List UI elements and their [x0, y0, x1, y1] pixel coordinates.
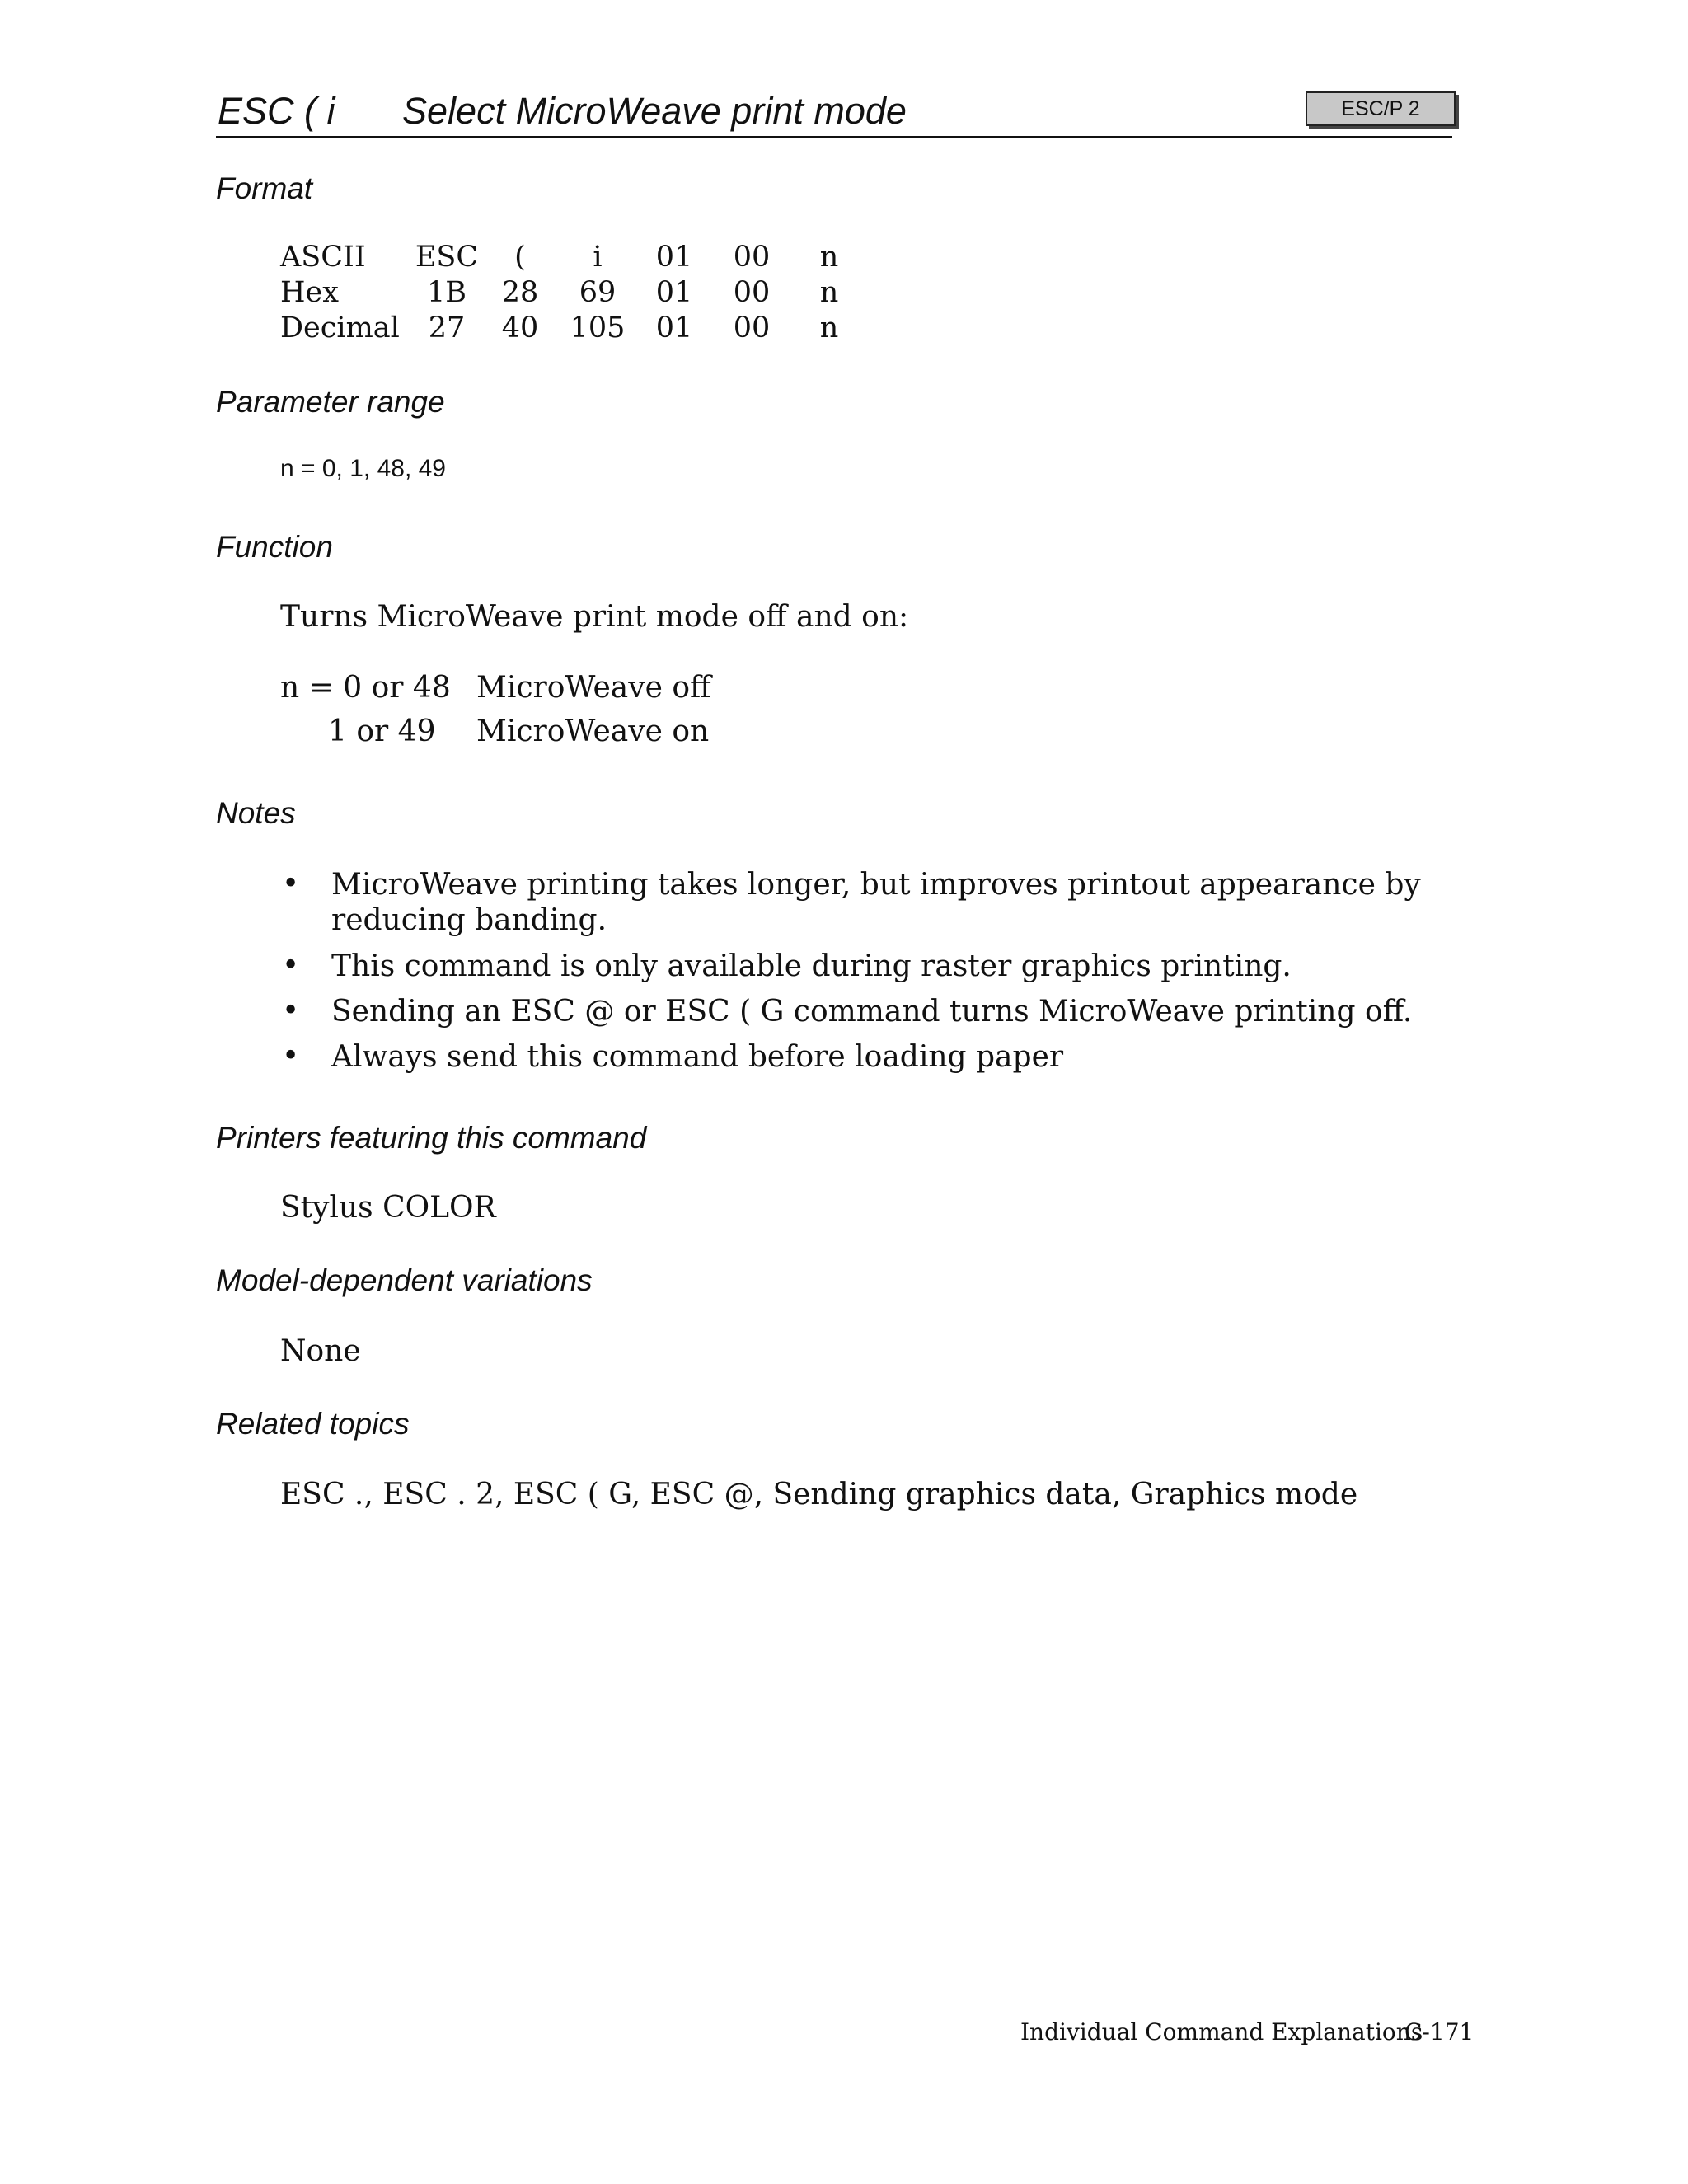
option-key: n = 0 or 48 — [280, 671, 451, 705]
page-header — [216, 87, 1452, 138]
table-cell: 27 — [428, 312, 466, 344]
related-topics-value: ESC ., ESC . 2, ESC ( G, ESC @, Sending graphics data, Graphics mode — [280, 1478, 1358, 1511]
table-cell: ESC — [415, 241, 479, 274]
function-heading: Function — [216, 530, 333, 564]
table-row — [280, 275, 869, 311]
table-cell: n — [819, 241, 839, 274]
bullet-icon: • — [282, 867, 300, 901]
option-value: MicroWeave off — [476, 671, 711, 705]
list-item: Always send this command before loading paper — [331, 1040, 1064, 1074]
related-topics-heading: Related topics — [216, 1407, 410, 1441]
table-cell: i — [593, 241, 603, 274]
notes-heading: Notes — [216, 796, 296, 830]
list-item: Sending an ESC @ or ESC ( G command turns MicroWeave printing off. — [331, 995, 1413, 1029]
table-cell: 105 — [570, 312, 626, 344]
printers-value: Stylus COLOR — [280, 1191, 496, 1225]
model-variations-heading: Model-dependent variations — [216, 1263, 593, 1297]
page-number: C-171 — [1404, 2018, 1475, 2046]
command-code: ESC ( i — [218, 90, 335, 132]
table-cell: 01 — [655, 241, 693, 274]
table-cell: n — [819, 276, 839, 309]
row-label: Hex — [280, 276, 339, 309]
table-cell: 28 — [501, 276, 539, 309]
row-label: Decimal — [280, 312, 400, 344]
list-item: This command is only available during raster graphics printing. — [331, 949, 1292, 983]
footer-label: Individual Command Explanations — [1020, 2018, 1423, 2046]
table-cell: 01 — [655, 312, 693, 344]
table-cell: 1B — [427, 276, 467, 309]
row-label: ASCII — [280, 241, 366, 274]
format-heading: Format — [216, 171, 313, 205]
option-value: MicroWeave on — [476, 715, 710, 748]
table-cell: 40 — [501, 312, 539, 344]
parameter-range-value: n = 0, 1, 48, 49 — [280, 455, 446, 482]
parameter-range-heading: Parameter range — [216, 385, 445, 419]
table-cell: n — [819, 312, 839, 344]
table-cell: ( — [514, 241, 526, 274]
page-title: Select MicroWeave print mode — [402, 90, 907, 132]
table-cell: 01 — [655, 276, 693, 309]
bullet-icon: • — [282, 949, 300, 982]
table-cell: 00 — [733, 241, 771, 274]
bullet-icon: • — [282, 994, 300, 1028]
model-variations-value: None — [280, 1334, 361, 1368]
protocol-badge: ESC/P 2 — [1306, 91, 1456, 126]
option-key: 1 or 49 — [328, 715, 436, 748]
table-cell: 69 — [579, 276, 617, 309]
bullet-icon: • — [282, 1039, 300, 1073]
function-intro: Turns MicroWeave print mode off and on: — [280, 600, 909, 634]
table-row — [280, 311, 869, 346]
printers-heading: Printers featuring this command — [216, 1121, 647, 1155]
list-item: MicroWeave printing takes longer, but improves printout appearance by reducing banding. — [331, 868, 1421, 937]
table-cell: 00 — [733, 312, 771, 344]
table-cell: 00 — [733, 276, 771, 309]
format-table — [280, 240, 869, 346]
table-row — [280, 240, 869, 275]
